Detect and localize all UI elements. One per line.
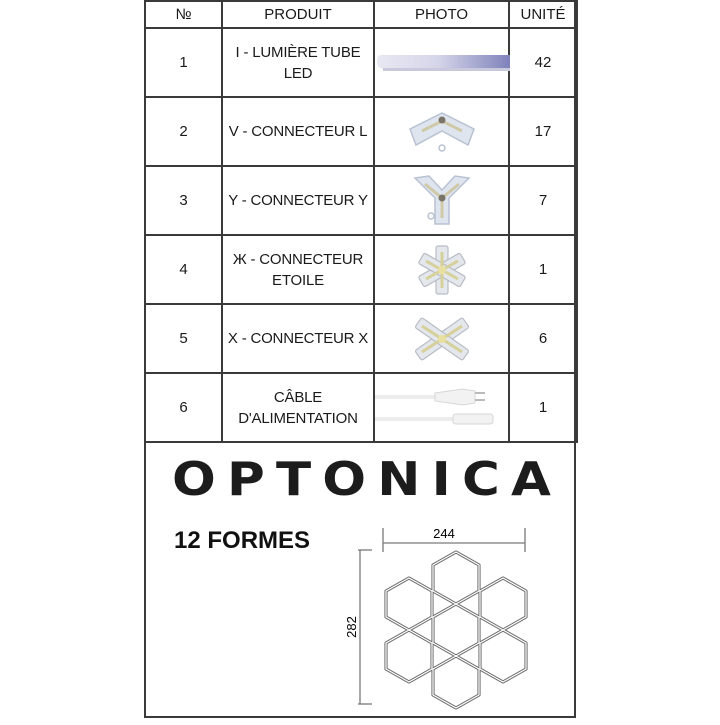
star-connector-icon xyxy=(414,244,470,296)
y-connector-icon xyxy=(407,172,477,230)
row-num: 2 xyxy=(145,97,222,166)
row-product-line2: D'ALIMENTATION xyxy=(238,409,358,427)
height-dimension: 282 xyxy=(344,616,359,638)
row-num: 1 xyxy=(145,28,222,97)
table-row xyxy=(145,166,577,235)
row-product xyxy=(222,373,374,442)
row-unit: 1 xyxy=(509,373,577,442)
x-connector-icon xyxy=(410,314,474,364)
row-product: X - CONNECTEUR X xyxy=(222,304,374,373)
row-num: 5 xyxy=(145,304,222,373)
x-connector-image xyxy=(374,304,509,373)
row-product-line1: CÂBLE xyxy=(273,388,323,406)
row-product: V - CONNECTEUR L xyxy=(222,97,374,166)
row-num: 4 xyxy=(145,235,222,304)
power-cable-image xyxy=(374,373,509,442)
row-product xyxy=(222,235,374,304)
row-product: Y - CONNECTEUR Y xyxy=(222,166,374,235)
row-num: 6 xyxy=(145,373,222,442)
header-photo: PHOTO xyxy=(374,1,509,28)
row-num: 3 xyxy=(145,166,222,235)
hexagon-layout-diagram xyxy=(340,520,540,725)
row-unit: 17 xyxy=(509,97,577,166)
power-cable-icon xyxy=(375,383,510,433)
header-num: № xyxy=(145,1,222,28)
led-tube-image xyxy=(374,28,509,97)
table-row xyxy=(145,97,577,166)
hexagon-diagram-icon xyxy=(340,520,540,720)
header-product: PRODUIT xyxy=(222,1,374,28)
row-unit: 6 xyxy=(509,304,577,373)
brand-logo: OPTONICA xyxy=(172,452,563,506)
row-unit: 42 xyxy=(509,28,577,97)
table-header-row xyxy=(145,1,577,28)
width-dimension: 244 xyxy=(433,526,455,541)
table-row xyxy=(145,373,577,442)
row-unit: 7 xyxy=(509,166,577,235)
row-product-line2: ETOILE xyxy=(272,271,324,289)
table-row xyxy=(145,28,577,97)
table-row xyxy=(145,235,577,304)
row-product: I - LUMIÈRE TUBE LED xyxy=(222,28,374,97)
y-connector-image xyxy=(374,166,509,235)
row-product-line1: Ж - CONNECTEUR xyxy=(232,250,364,268)
row-unit: 1 xyxy=(509,235,577,304)
l-connector-icon xyxy=(402,107,482,157)
led-tube-icon xyxy=(375,51,510,75)
components-table xyxy=(144,0,578,443)
header-unit: UNITÉ xyxy=(509,1,577,28)
l-connector-image xyxy=(374,97,509,166)
table-row xyxy=(145,304,577,373)
shapes-count-label: 12 FORMES xyxy=(174,527,311,554)
star-connector-image xyxy=(374,235,509,304)
